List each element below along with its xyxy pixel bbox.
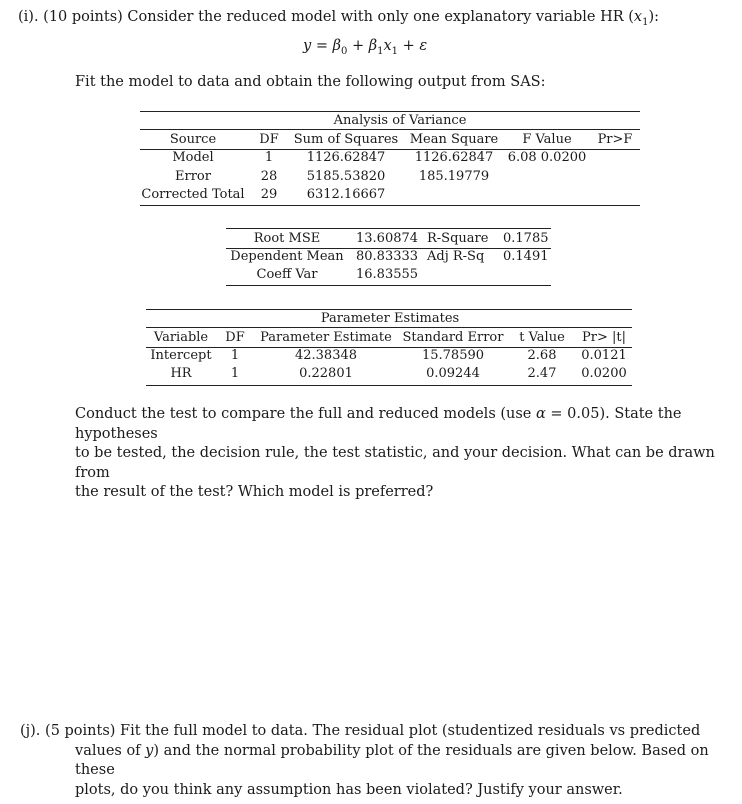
- anova-header: Mean Square: [409, 132, 499, 147]
- param-header: DF: [225, 330, 245, 345]
- intro-sub: 1: [642, 16, 649, 28]
- part-i-heading: [18, 9, 659, 28]
- fit-stat-label: Root MSE: [253, 231, 321, 246]
- param-title: Parameter Estimates: [320, 311, 460, 326]
- param-top-rule: [146, 309, 632, 310]
- part-i-points: (10 points): [43, 9, 123, 25]
- fit-stat-value: 80.83333: [356, 249, 419, 264]
- question-i-line-1: [75, 405, 742, 444]
- anova-bottom-rule: [140, 205, 640, 206]
- anova-cell: Error: [175, 169, 211, 184]
- fit-intro-text: Fit the model to data and obtain the following output from SAS:: [75, 74, 546, 90]
- eq-plus-1: +: [351, 38, 365, 54]
- part-j-line-2b: ) and the normal probability plot of the residuals are given below. Based on these: [75, 742, 709, 778]
- anova-cell: 1: [264, 150, 274, 165]
- param-bottom-rule: [146, 385, 632, 386]
- param-title-rule: [146, 327, 632, 328]
- param-header: Standard Error: [402, 330, 504, 345]
- anova-header: Sum of Squares: [293, 132, 399, 147]
- fit-stats-top-rule: [226, 228, 551, 229]
- eq-beta1: β: [368, 38, 378, 54]
- eq-x: x: [383, 38, 392, 54]
- anova-header: DF: [259, 132, 279, 147]
- param-cell: 0.0121: [581, 348, 627, 363]
- anova-title-rule: [140, 129, 640, 130]
- alpha-symbol: α: [536, 406, 546, 422]
- model-equation: [303, 38, 427, 57]
- eq-plus-2: +: [402, 38, 415, 54]
- question-i-text: [75, 405, 742, 503]
- part-j-line-2a: values of: [75, 742, 146, 759]
- part-i-label: (i).: [18, 9, 39, 25]
- fit-stat-label: R-Square: [427, 231, 489, 246]
- param-header: t Value: [519, 330, 565, 345]
- part-i-intro: Consider the reduced model with only one explanatory variable HR (: [127, 9, 634, 25]
- eq-beta0: β: [332, 38, 341, 54]
- fit-stat-label: Adj R-Sq: [427, 249, 485, 264]
- fit-stat-value: 0.1785: [503, 231, 549, 246]
- anova-cell: 5185.53820: [306, 169, 386, 184]
- q-i-line-1b: = 0.05). State the hypotheses: [75, 406, 682, 442]
- eq-beta1-sub: 1: [377, 45, 384, 57]
- param-header: Parameter Estimate: [260, 330, 392, 345]
- eq-beta0-sub: 0: [340, 45, 348, 57]
- anova-cell: Corrected Total: [141, 187, 245, 202]
- anova-cell: 1126.62847: [414, 150, 494, 165]
- part-j-var-y: y: [145, 742, 154, 759]
- q-i-line-1a: Conduct the test to compare the full and reduced models (use: [75, 406, 536, 422]
- part-j-line-1: [20, 722, 742, 742]
- anova-top-rule: [140, 111, 640, 112]
- intro-var: x: [633, 9, 643, 25]
- part-j-line-3: plots, do you think any assumption has been violated? Justify your answer.: [75, 781, 623, 798]
- param-cell: 15.78590: [421, 348, 485, 363]
- eq-epsilon: ε: [419, 38, 428, 54]
- anova-header: F Value: [522, 132, 572, 147]
- part-j-line-1-text: Fit the full model to data. The residual plot (studentized residuals vs predicted: [120, 723, 701, 739]
- anova-cell: 29: [260, 187, 278, 202]
- question-i-line-3: the result of the test? Which model is preferred?: [75, 484, 434, 500]
- anova-header: Source: [169, 132, 217, 147]
- param-cell: 0.22801: [299, 366, 353, 381]
- anova-cell: 6.08 0.0200: [507, 150, 587, 165]
- param-cell: 2.68: [527, 348, 557, 363]
- eq-x-sub: 1: [391, 45, 399, 57]
- fit-stat-label: Coeff Var: [256, 267, 318, 282]
- eq-y: y: [303, 38, 312, 54]
- anova-title: Analysis of Variance: [333, 113, 467, 128]
- param-cell: 2.47: [527, 366, 557, 381]
- param-cell: 1: [230, 348, 240, 363]
- fit-stats-bottom-rule: [226, 285, 551, 286]
- part-j-text: [20, 722, 742, 800]
- anova-cell: 1126.62847: [306, 150, 386, 165]
- param-cell: 42.38348: [294, 348, 358, 363]
- anova-cell: Model: [172, 150, 214, 165]
- eq-equals: =: [315, 38, 328, 54]
- anova-cell: 28: [260, 169, 278, 184]
- param-cell: Intercept: [150, 348, 212, 363]
- part-j-points: (5 points): [45, 723, 116, 739]
- param-cell: HR: [170, 366, 192, 381]
- param-cell: 0.09244: [426, 366, 480, 381]
- anova-cell: 185.19779: [418, 169, 490, 184]
- param-cell: 0.0200: [581, 366, 627, 381]
- intro-close: ):: [648, 9, 660, 25]
- param-header: Variable: [153, 330, 209, 345]
- anova-header: Pr>F: [597, 132, 633, 147]
- question-i-line-2: to be tested, the decision rule, the test statistic, and your decision. What can be drawn from: [75, 445, 715, 481]
- anova-cell: 6312.16667: [306, 187, 386, 202]
- part-j-label: (j).: [20, 723, 41, 739]
- param-cell: 1: [230, 366, 240, 381]
- fit-stat-value: 16.83555: [356, 267, 419, 282]
- fit-stat-label: Dependent Mean: [230, 249, 344, 264]
- fit-stat-value: 0.1491: [503, 249, 549, 264]
- param-header: Pr> |t|: [582, 330, 626, 345]
- fit-stat-value: 13.60874: [356, 231, 419, 246]
- part-j-line-2: [20, 742, 742, 781]
